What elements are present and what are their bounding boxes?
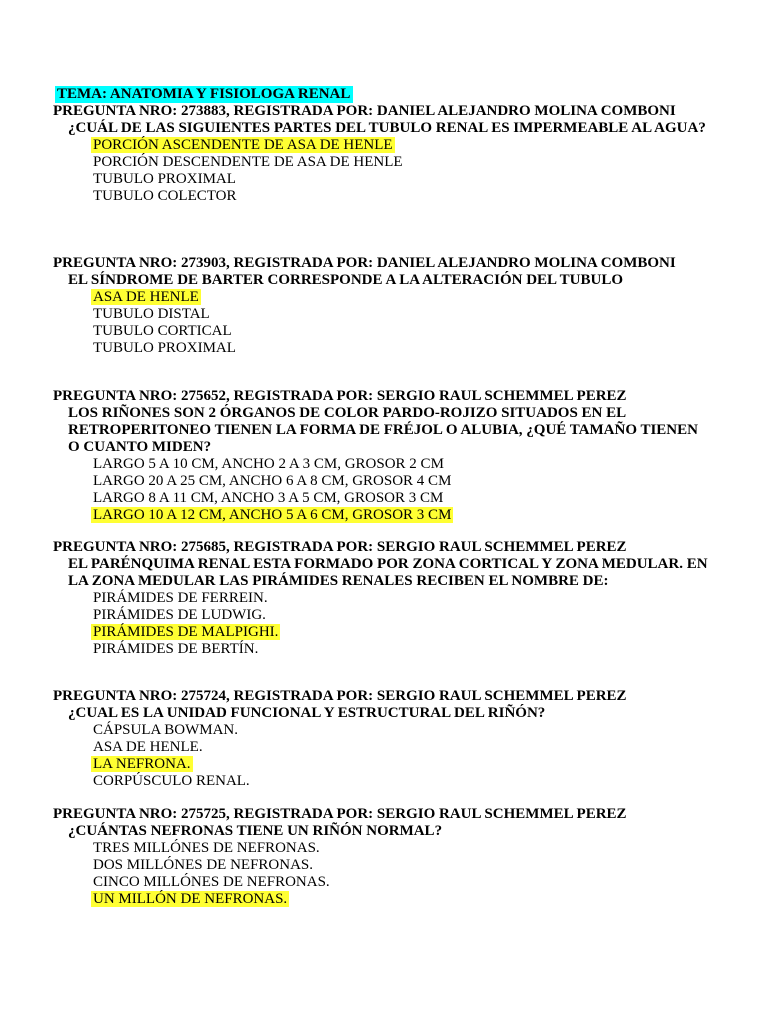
answer-option-text: DOS MILLÓNES DE NEFRONAS. [93,857,314,873]
answer-options [53,289,713,357]
topic-title: TEMA: ANATOMIA Y FISIOLOGA RENAL [55,86,353,103]
answer-option-text: TUBULO COLECTOR [93,188,237,204]
answer-option-text: UN MILLÓN DE NEFRONAS. [93,891,288,907]
answer-option-text: TUBULO PROXIMAL [93,340,236,356]
answer-option [91,154,713,171]
question-stem: EL SÍNDROME DE BARTER CORRESPONDE A LA ALTERACIÓN DEL TUBULO [68,272,624,288]
answer-option [91,840,713,857]
question-stem: LOS RIÑONES SON 2 ÓRGANOS DE COLOR PARDO-ROJIZO SITUADOS EN EL RETROPERITONEO TIENEN LA FORMA DE FRÉJOL O ALUBIA, ¿QUÉ TAMAÑO TIENEN O CUANTO MIDEN? [68,405,698,455]
answer-option-text: LARGO 10 A 12 CM, ANCHO 5 A 6 CM, GROSOR 3 CM [93,507,452,523]
answer-option-text: TRES MILLÓNES DE NEFRONAS. [93,840,320,856]
answer-options [53,722,713,790]
question-block [53,539,713,658]
correct-answer-option [91,137,713,154]
answer-option-text: ASA DE HENLE. [93,739,203,755]
question-header: PREGUNTA NRO: 273903, REGISTRADA POR: DANIEL ALEJANDRO MOLINA COMBONI [53,255,676,271]
answer-option [91,874,713,891]
question-block [53,255,713,357]
answer-option-text: LARGO 5 A 10 CM, ANCHO 2 A 3 CM, GROSOR 2 CM [93,456,444,472]
answer-option [91,773,713,790]
answer-option-text: LARGO 8 A 11 CM, ANCHO 3 A 5 CM, GROSOR 3 CM [93,490,444,506]
answer-option [91,857,713,874]
question-header: PREGUNTA NRO: 273883, REGISTRADA POR: DANIEL ALEJANDRO MOLINA COMBONI [53,103,676,119]
answer-option-text: TUBULO PROXIMAL [93,171,236,187]
question-stem: ¿CUÁL DE LAS SIGUIENTES PARTES DEL TUBULO RENAL ES IMPERMEABLE AL AGUA? [68,120,706,136]
answer-option-text: PIRÁMIDES DE FERREIN. [93,590,268,606]
question-header: PREGUNTA NRO: 275652, REGISTRADA POR: SERGIO RAUL SCHEMMEL PEREZ [53,388,627,404]
answer-option-text: PORCIÓN DESCENDENTE DE ASA DE HENLE [93,154,403,170]
answer-option-text: TUBULO DISTAL [93,306,210,322]
answer-option-text: LA NEFRONA. [93,756,191,772]
answer-option [91,306,713,323]
answer-options [53,137,713,205]
answer-option-text: CORPÚSCULO RENAL. [93,773,250,789]
answer-option [91,323,713,340]
answer-option-text: PORCIÓN ASCENDENTE DE ASA DE HENLE [93,137,393,153]
answer-option [91,171,713,188]
question-stem: EL PARÉNQUIMA RENAL ESTA FORMADO POR ZONA CORTICAL Y ZONA MEDULAR. EN LA ZONA MEDULAR LAS PIRÁMIDES RENALES RECIBEN EL NOMBRE DE: [68,556,708,589]
question-stem: ¿CUÁNTAS NEFRONAS TIENE UN RIÑÓN NORMAL? [68,823,443,839]
correct-answer-option [91,289,713,306]
question-header: PREGUNTA NRO: 275725, REGISTRADA POR: SERGIO RAUL SCHEMMEL PEREZ [53,806,627,822]
answer-option-text: LARGO 20 A 25 CM, ANCHO 6 A 8 CM, GROSOR 4 CM [93,473,452,489]
answer-option [91,490,713,507]
question-header: PREGUNTA NRO: 275724, REGISTRADA POR: SERGIO RAUL SCHEMMEL PEREZ [53,688,627,704]
answer-option [91,607,713,624]
answer-options [53,840,713,908]
answer-option-text: CÁPSULA BOWMAN. [93,722,239,738]
question-block [53,806,713,908]
answer-option-text: PIRÁMIDES DE BERTÍN. [93,641,259,657]
answer-option [91,641,713,658]
answer-option [91,590,713,607]
answer-option [91,188,713,205]
correct-answer-option [91,507,713,524]
answer-option-text: CINCO MILLÓNES DE NEFRONAS. [93,874,330,890]
correct-answer-option [91,624,713,641]
answer-options [53,456,713,524]
answer-option [91,340,713,357]
correct-answer-option [91,891,713,908]
question-stem: ¿CUAL ES LA UNIDAD FUNCIONAL Y ESTRUCTURAL DEL RIÑÓN? [68,705,546,721]
question-block [53,688,713,790]
correct-answer-option [91,756,713,773]
question-block [53,103,713,205]
answer-option [91,722,713,739]
answer-option [91,456,713,473]
answer-option-text: TUBULO CORTICAL [93,323,232,339]
answer-option [91,739,713,756]
answer-option-text: PIRÁMIDES DE MALPIGHI. [93,624,279,640]
question-block [53,388,713,524]
question-header: PREGUNTA NRO: 275685, REGISTRADA POR: SERGIO RAUL SCHEMMEL PEREZ [53,539,627,555]
answer-option-text: ASA DE HENLE [93,289,199,305]
answer-options [53,590,713,658]
answer-option-text: PIRÁMIDES DE LUDWIG. [93,607,266,623]
answer-option [91,473,713,490]
